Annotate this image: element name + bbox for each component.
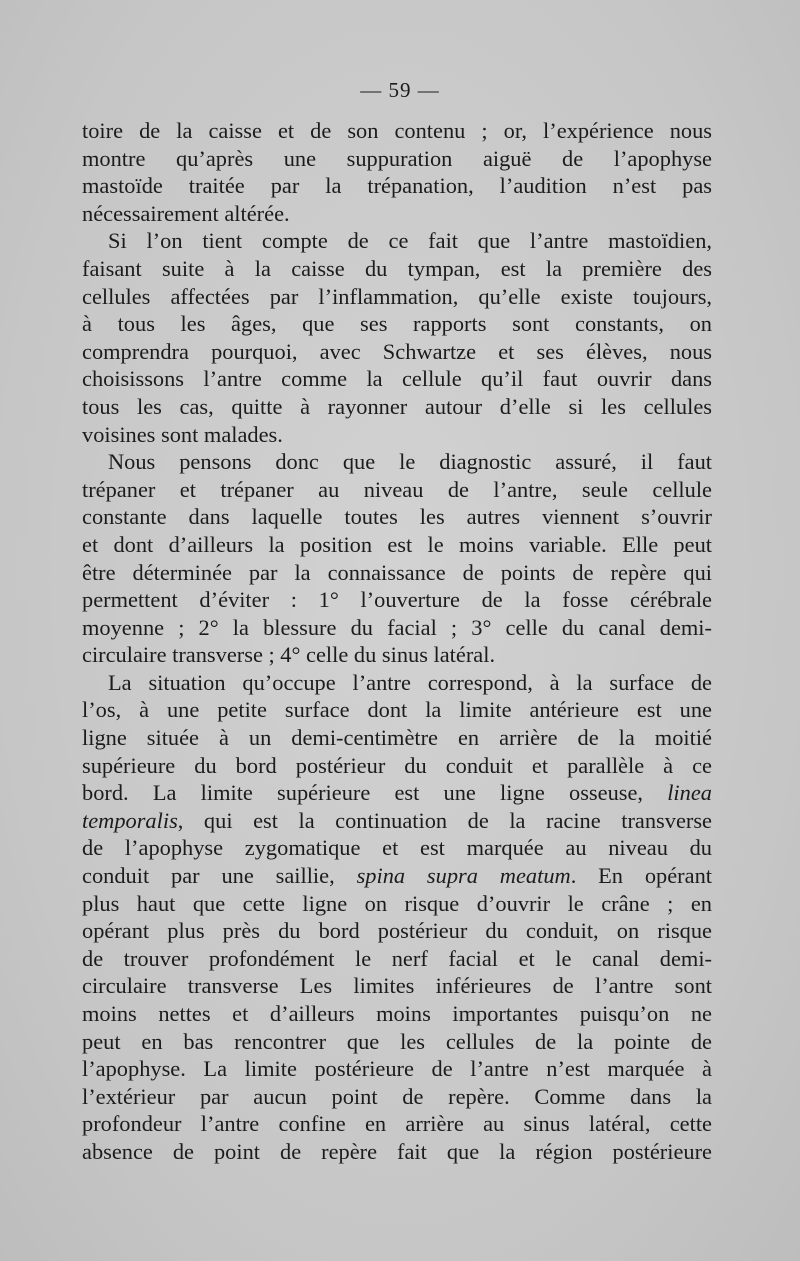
- text-line: [82, 862, 712, 890]
- text-line: [82, 779, 712, 807]
- text-line: plus haut que cette ligne on risque d’ouvrir le crâne ; en: [82, 890, 712, 916]
- text-line: constante dans laquelle toutes les autres viennent s’ouvrir: [82, 504, 712, 530]
- text-line: peut en bas rencontrer que les cellules de la pointe de: [82, 1028, 712, 1054]
- text-line: permettent d’éviter : 1° l’ouverture de la fosse cérébrale: [82, 587, 712, 613]
- page-number: — 59 —: [360, 78, 440, 102]
- text-line: toire de la caisse et de son contenu ; or, l’expérience nous: [82, 118, 712, 143]
- text-line: Si l’on tient compte de ce fait que l’antre mastoïdien,: [108, 228, 712, 254]
- text-line: l’apophyse. La limite postérieure de l’antre n’est marquée à: [82, 1056, 712, 1082]
- text-line: comprendra pourquoi, avec Schwartze et ses élèves, nous: [82, 338, 712, 364]
- text-line: opérant plus près du bord postérieur du conduit, on risque: [82, 918, 712, 944]
- text-line: supérieure du bord postérieur du conduit et parallèle à ce: [82, 752, 712, 778]
- text-line: ligne située à un demi-centimètre en arrière de la moitié: [82, 725, 712, 751]
- text-segment: , qui est la continuation de la racine transverse: [177, 807, 712, 833]
- text-segment: bord. La limite supérieure est une ligne osseuse,: [82, 780, 644, 806]
- text-line: moins nettes et d’ailleurs moins importantes puisqu’on ne: [82, 1001, 712, 1026]
- text-line: absence de point de repère fait que la région postérieure: [82, 1138, 712, 1164]
- text-line: moyenne ; 2° la blessure du facial ; 3° celle du canal demi-: [82, 614, 712, 640]
- text-segment: conduit par une saillie,: [82, 863, 335, 889]
- text-line: faisant suite à la caisse du tympan, est la première des: [82, 255, 712, 281]
- text-line: de l’apophyse zygomatique et est marquée au niveau du: [82, 835, 712, 861]
- text-line: voisines sont malades.: [82, 421, 283, 447]
- text-line: de trouver profondément le nerf facial et le canal demi-: [82, 945, 712, 971]
- italic-term: temporalis: [82, 807, 178, 833]
- text-line: circulaire transverse Les limites inférieures de l’antre sont: [82, 973, 712, 999]
- paragraph: [82, 448, 712, 669]
- paragraph: [82, 117, 712, 227]
- text-line: nécessairement altérée.: [82, 200, 290, 226]
- text-line: tous les cas, quitte à rayonner autour d’elle si les cellules: [82, 393, 712, 419]
- text-line: l’extérieur par aucun point de repère. Comme dans la: [82, 1083, 712, 1109]
- text-line: l’os, à une petite surface dont la limite antérieure est une: [82, 697, 712, 723]
- text-line: à tous les âges, que ses rapports sont constants, on: [82, 311, 712, 337]
- text-line: et dont d’ailleurs la position est le moins variable. Elle peut: [82, 531, 712, 557]
- text-line: cellules affectées par l’inflammation, qu’elle existe toujours,: [82, 283, 712, 309]
- text-line: Nous pensons donc que le diagnostic assuré, il faut: [108, 449, 712, 475]
- text-line: mastoïde traitée par la trépanation, l’audition n’est pas: [82, 173, 712, 199]
- text-line: [82, 807, 712, 835]
- text-line: montre qu’après une suppuration aiguë de l’apophyse: [82, 145, 712, 171]
- text-segment: . En opérant: [570, 863, 712, 889]
- text-line: être déterminée par la connaissance de points de repère qui: [82, 559, 712, 585]
- paragraph: [82, 669, 712, 1166]
- italic-term: spina supra meatum: [356, 863, 571, 889]
- italic-term: linea: [667, 780, 712, 806]
- body-text: [82, 117, 712, 1166]
- paragraph: [82, 227, 712, 448]
- text-line: La situation qu’occupe l’antre correspond, à la surface de: [108, 669, 712, 695]
- text-line: profondeur l’antre confine en arrière au sinus latéral, cette: [82, 1111, 712, 1137]
- text-line: choisissons l’antre comme la cellule qu’il faut ouvrir dans: [82, 366, 712, 392]
- text-line: trépaner et trépaner au niveau de l’antre, seule cellule: [82, 476, 712, 502]
- text-line: circulaire transverse ; 4° celle du sinus latéral.: [82, 642, 496, 668]
